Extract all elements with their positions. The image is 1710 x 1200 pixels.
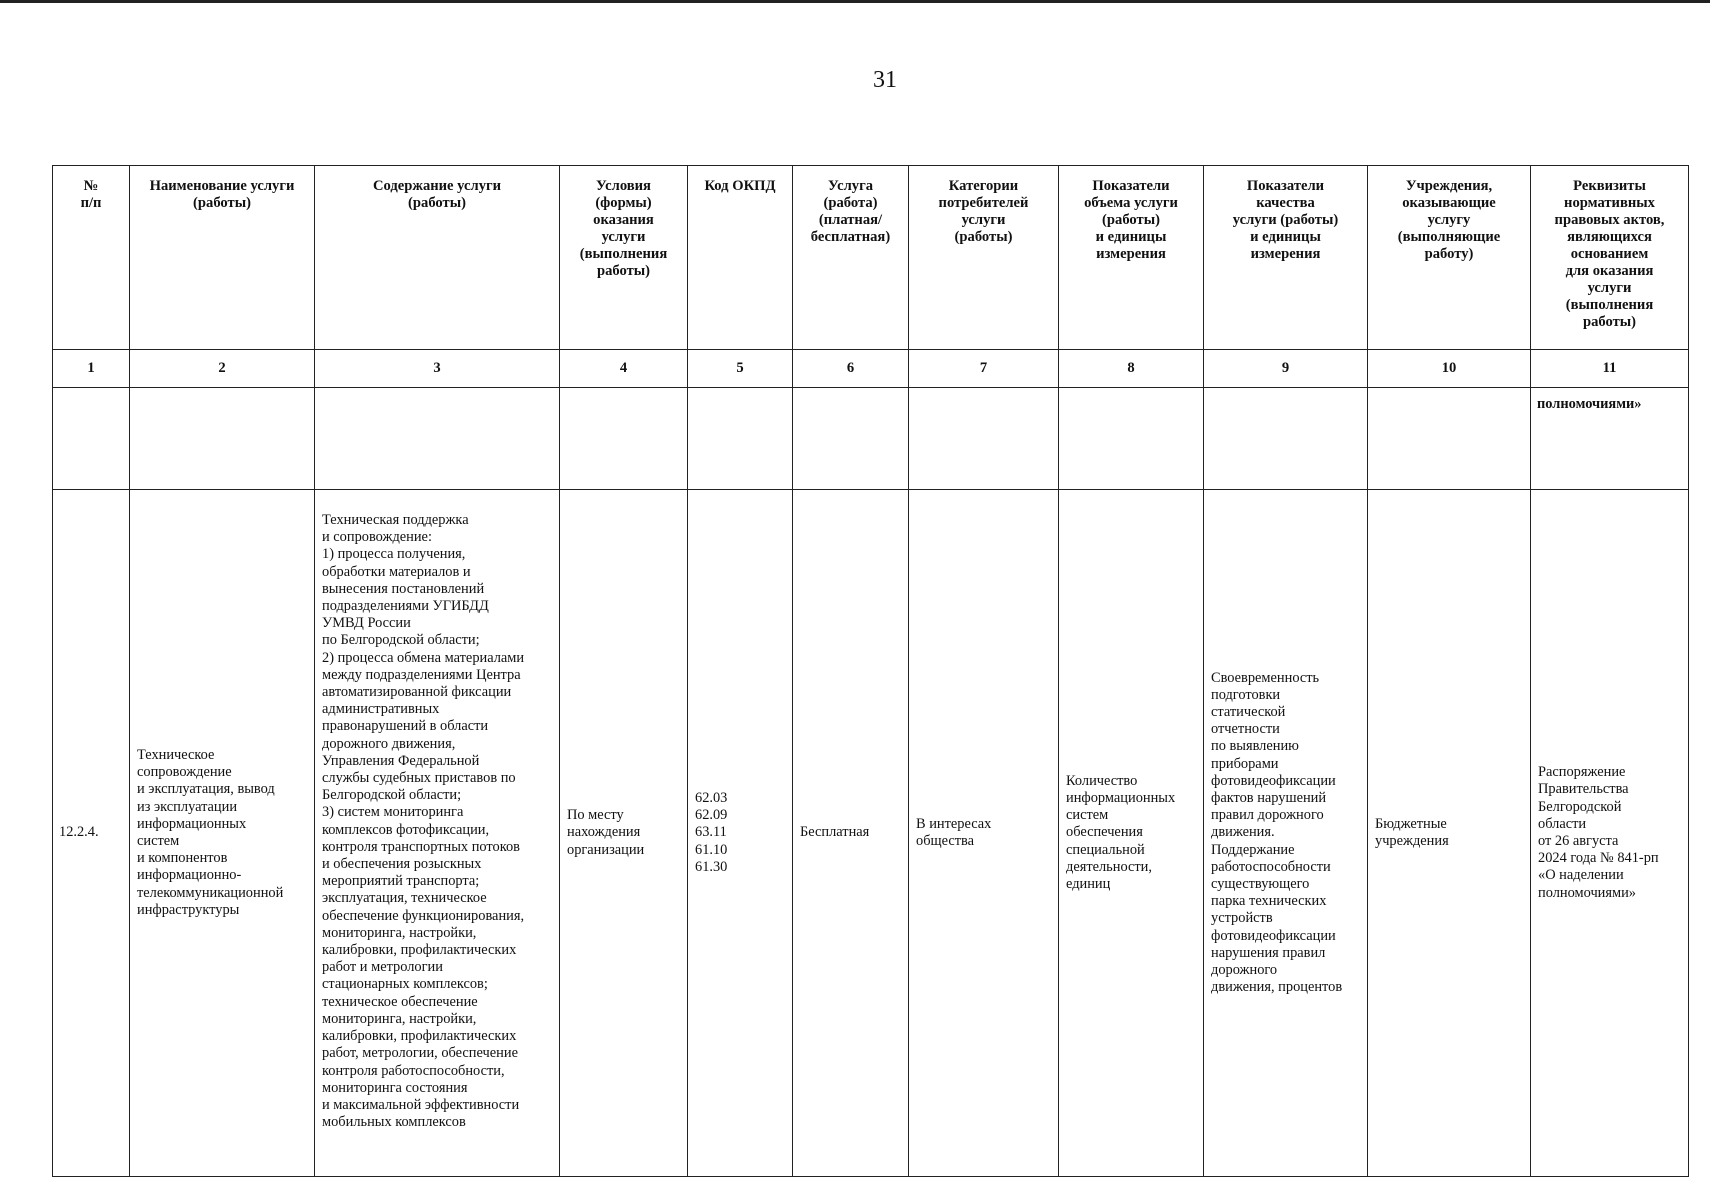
column-number-cell: 2 xyxy=(130,350,315,388)
header-cell-legal-acts: Реквизиты нормативных правовых актов, являющихся основанием для оказания услуги (выполнения работы) xyxy=(1531,166,1689,350)
column-number-cell: 5 xyxy=(688,350,793,388)
header-cell-consumers: Категории потребителей услуги (работы) xyxy=(909,166,1059,350)
services-table xyxy=(52,165,1689,1177)
header-cell-okpd-code: Код ОКПД xyxy=(688,166,793,350)
column-number-cell: 4 xyxy=(560,350,688,388)
column-number-cell: 9 xyxy=(1204,350,1368,388)
table-row xyxy=(53,490,1689,1177)
empty-cell xyxy=(1204,388,1368,490)
column-number-cell: 7 xyxy=(909,350,1059,388)
column-number-cell: 11 xyxy=(1531,350,1689,388)
continuation-row xyxy=(53,388,1689,490)
quality-indicators-cell: Своевременность подготовки статической отчетности по выявлению приборами фотовидеофиксации фактов нарушений правил дорожного движения. Поддержание работоспособности существующего парка технических устройств фотовидеофиксации нарушения правил дорожного движения, процентов xyxy=(1204,490,1368,1177)
header-cell-conditions: Условия (формы) оказания услуги (выполнения работы) xyxy=(560,166,688,350)
paid-free-cell: Бесплатная xyxy=(793,490,909,1177)
header-cell-institutions: Учреждения, оказывающие услугу (выполняющие работу) xyxy=(1368,166,1531,350)
column-number-cell: 6 xyxy=(793,350,909,388)
okpd-code-cell: 62.03 62.09 63.11 61.10 61.30 xyxy=(688,490,793,1177)
continuation-legal-acts-cell: полномочиями» xyxy=(1531,388,1689,490)
empty-cell xyxy=(1059,388,1204,490)
empty-cell xyxy=(793,388,909,490)
column-number-row xyxy=(53,350,1689,388)
header-cell-quality-indicators: Показатели качества услуги (работы) и единицы измерения xyxy=(1204,166,1368,350)
table-header-row xyxy=(53,166,1689,350)
header-cell-paid-free: Услуга (работа) (платная/ бесплатная) xyxy=(793,166,909,350)
empty-cell xyxy=(909,388,1059,490)
header-cell-number: № п/п xyxy=(53,166,130,350)
column-number-cell: 10 xyxy=(1368,350,1531,388)
page-number: 31 xyxy=(873,67,897,93)
empty-cell xyxy=(688,388,793,490)
header-cell-volume-indicators: Показатели объема услуги (работы) и единицы измерения xyxy=(1059,166,1204,350)
header-cell-service-name: Наименование услуги (работы) xyxy=(130,166,315,350)
empty-cell xyxy=(130,388,315,490)
column-number-cell: 1 xyxy=(53,350,130,388)
conditions-cell: По месту нахождения организации xyxy=(560,490,688,1177)
empty-cell xyxy=(53,388,130,490)
institutions-cell: Бюджетные учреждения xyxy=(1368,490,1531,1177)
consumers-cell: В интересах общества xyxy=(909,490,1059,1177)
page-top-edge xyxy=(0,0,1710,3)
empty-cell xyxy=(560,388,688,490)
row-number-cell: 12.2.4. xyxy=(53,490,130,1177)
empty-cell xyxy=(1368,388,1531,490)
volume-indicators-cell: Количество информационных систем обеспечения специальной деятельности, единиц xyxy=(1059,490,1204,1177)
column-number-cell: 8 xyxy=(1059,350,1204,388)
empty-cell xyxy=(315,388,560,490)
legal-acts-cell: Распоряжение Правительства Белгородской области от 26 августа 2024 года № 841-рп «О наделении полномочиями» xyxy=(1531,490,1689,1177)
header-cell-service-content: Содержание услуги (работы) xyxy=(315,166,560,350)
service-content-cell: Техническая поддержка и сопровождение: 1) процесса получения, обработки материалов и вынесения постановлений подразделениями УГИБДД УМВД России по Белгородской области; 2) процесса обмена материалами между подразделениями Центра автоматизированной фиксации административных правонарушений в области дорожного движения, Управления Федеральной службы судебных приставов по Белгородской области; 3) систем мониторинга комплексов фотофиксации, контроля транспортных потоков и обеспечения розыскных мероприятий транспорта; эксплуатация, техническое обеспечение функционирования, мониторинга, настройки, калибровки, профилактических работ и метрологии стационарных комплексов; техническое обеспечение мониторинга, настройки, калибровки, профилактических работ, метрологии, обеспечение контроля работоспособности, мониторинга состояния и максимальной эффективности мобильных комплексов xyxy=(315,490,560,1177)
service-name-cell: Техническое сопровождение и эксплуатация, вывод из эксплуатации информационных систем и компонентов информационно- телекоммуникационной инфраструктуры xyxy=(130,490,315,1177)
column-number-cell: 3 xyxy=(315,350,560,388)
